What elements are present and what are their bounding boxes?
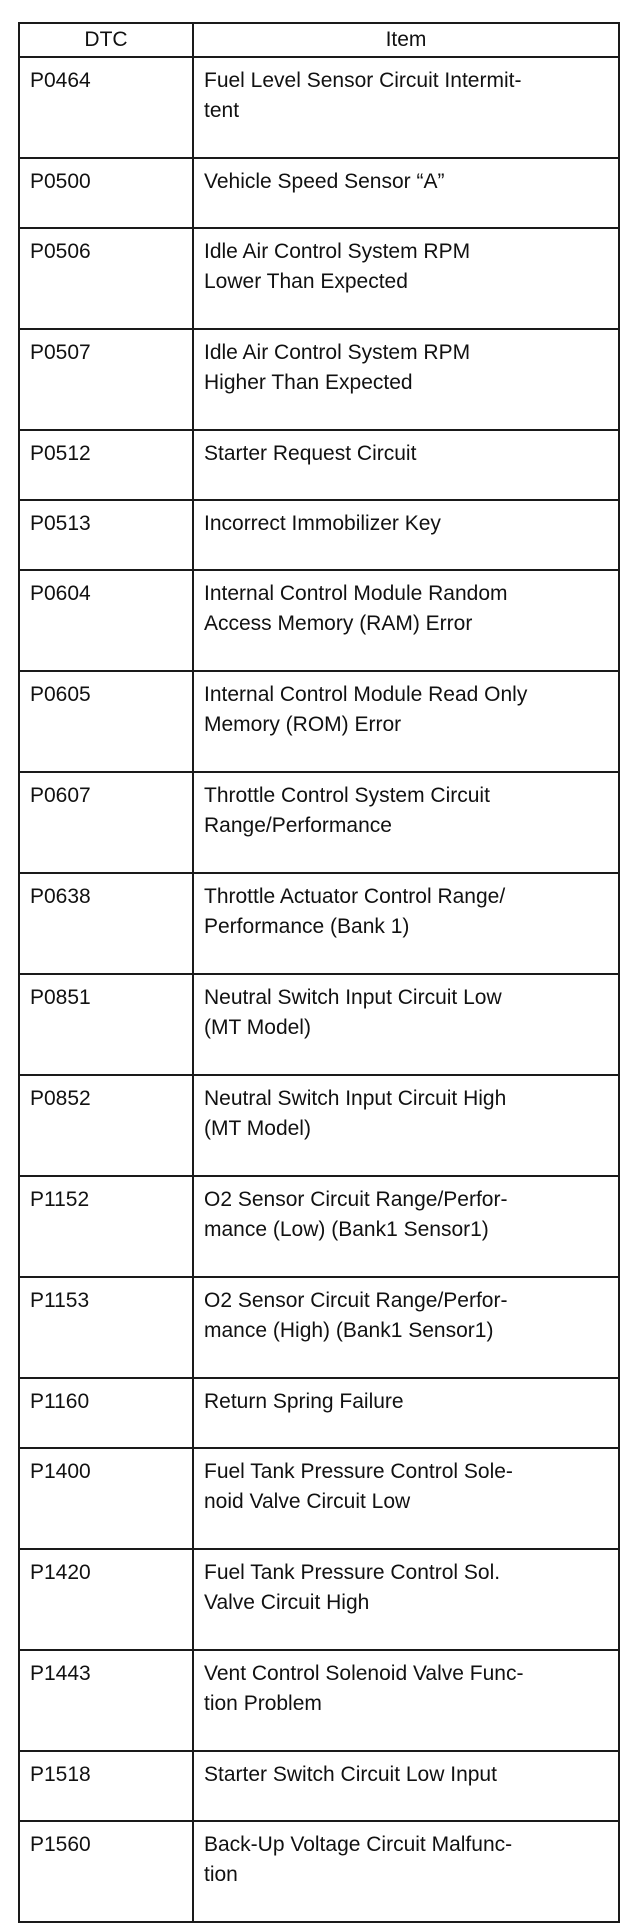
table-row xyxy=(19,1448,619,1549)
dtc-item-cell: Fuel Level Sensor Circuit Intermit- tent xyxy=(193,57,619,158)
table-row xyxy=(19,974,619,1075)
dtc-code-cell: P0605 xyxy=(19,671,193,772)
dtc-item-cell: Throttle Control System Circuit Range/Performance xyxy=(193,772,619,873)
dtc-code-cell: P1420 xyxy=(19,1549,193,1650)
dtc-code-cell: P1443 xyxy=(19,1650,193,1751)
dtc-item-cell: Internal Control Module Random Access Memory (RAM) Error xyxy=(193,570,619,671)
table-row xyxy=(19,430,619,500)
table-row xyxy=(19,1075,619,1176)
dtc-code-cell: P1160 xyxy=(19,1378,193,1448)
table-row xyxy=(19,1277,619,1378)
header-dtc: DTC xyxy=(19,23,193,57)
dtc-code-cell: P1560 xyxy=(19,1821,193,1922)
table-row xyxy=(19,1549,619,1650)
dtc-code-cell: P0506 xyxy=(19,228,193,329)
dtc-item-cell: O2 Sensor Circuit Range/Perfor- mance (High) (Bank1 Sensor1) xyxy=(193,1277,619,1378)
dtc-item-cell: Back-Up Voltage Circuit Malfunc- tion xyxy=(193,1821,619,1922)
dtc-code-cell: P1152 xyxy=(19,1176,193,1277)
table-row xyxy=(19,158,619,228)
dtc-code-cell: P0604 xyxy=(19,570,193,671)
dtc-table xyxy=(18,22,620,1923)
table-body xyxy=(19,57,619,1922)
dtc-item-cell: Idle Air Control System RPM Higher Than Expected xyxy=(193,329,619,430)
dtc-code-cell: P1518 xyxy=(19,1751,193,1821)
dtc-item-cell: Vent Control Solenoid Valve Func- tion Problem xyxy=(193,1650,619,1751)
table-row xyxy=(19,873,619,974)
table-row xyxy=(19,500,619,570)
table-row xyxy=(19,1650,619,1751)
dtc-code-cell: P0638 xyxy=(19,873,193,974)
table-row xyxy=(19,1821,619,1922)
dtc-code-cell: P0464 xyxy=(19,57,193,158)
table-row xyxy=(19,570,619,671)
header-row xyxy=(19,23,619,57)
dtc-item-cell: Incorrect Immobilizer Key xyxy=(193,500,619,570)
dtc-code-cell: P0512 xyxy=(19,430,193,500)
dtc-code-cell: P0852 xyxy=(19,1075,193,1176)
table-row xyxy=(19,57,619,158)
table-row xyxy=(19,228,619,329)
dtc-code-cell: P0500 xyxy=(19,158,193,228)
table-row xyxy=(19,1176,619,1277)
table-row xyxy=(19,1751,619,1821)
dtc-item-cell: Vehicle Speed Sensor “A” xyxy=(193,158,619,228)
dtc-item-cell: Idle Air Control System RPM Lower Than Expected xyxy=(193,228,619,329)
table-row xyxy=(19,671,619,772)
table-row xyxy=(19,772,619,873)
dtc-item-cell: Throttle Actuator Control Range/ Performance (Bank 1) xyxy=(193,873,619,974)
header-item: Item xyxy=(193,23,619,57)
dtc-item-cell: Neutral Switch Input Circuit High (MT Model) xyxy=(193,1075,619,1176)
dtc-code-cell: P0507 xyxy=(19,329,193,430)
table-row xyxy=(19,1378,619,1448)
dtc-code-cell: P1153 xyxy=(19,1277,193,1378)
dtc-item-cell: Starter Switch Circuit Low Input xyxy=(193,1751,619,1821)
dtc-item-cell: Fuel Tank Pressure Control Sole- noid Valve Circuit Low xyxy=(193,1448,619,1549)
dtc-item-cell: O2 Sensor Circuit Range/Perfor- mance (Low) (Bank1 Sensor1) xyxy=(193,1176,619,1277)
dtc-code-cell: P1400 xyxy=(19,1448,193,1549)
dtc-code-cell: P0851 xyxy=(19,974,193,1075)
dtc-item-cell: Return Spring Failure xyxy=(193,1378,619,1448)
dtc-code-cell: P0607 xyxy=(19,772,193,873)
table-row xyxy=(19,329,619,430)
dtc-item-cell: Neutral Switch Input Circuit Low (MT Model) xyxy=(193,974,619,1075)
dtc-code-cell: P0513 xyxy=(19,500,193,570)
dtc-item-cell: Internal Control Module Read Only Memory (ROM) Error xyxy=(193,671,619,772)
dtc-item-cell: Starter Request Circuit xyxy=(193,430,619,500)
dtc-item-cell: Fuel Tank Pressure Control Sol. Valve Circuit High xyxy=(193,1549,619,1650)
